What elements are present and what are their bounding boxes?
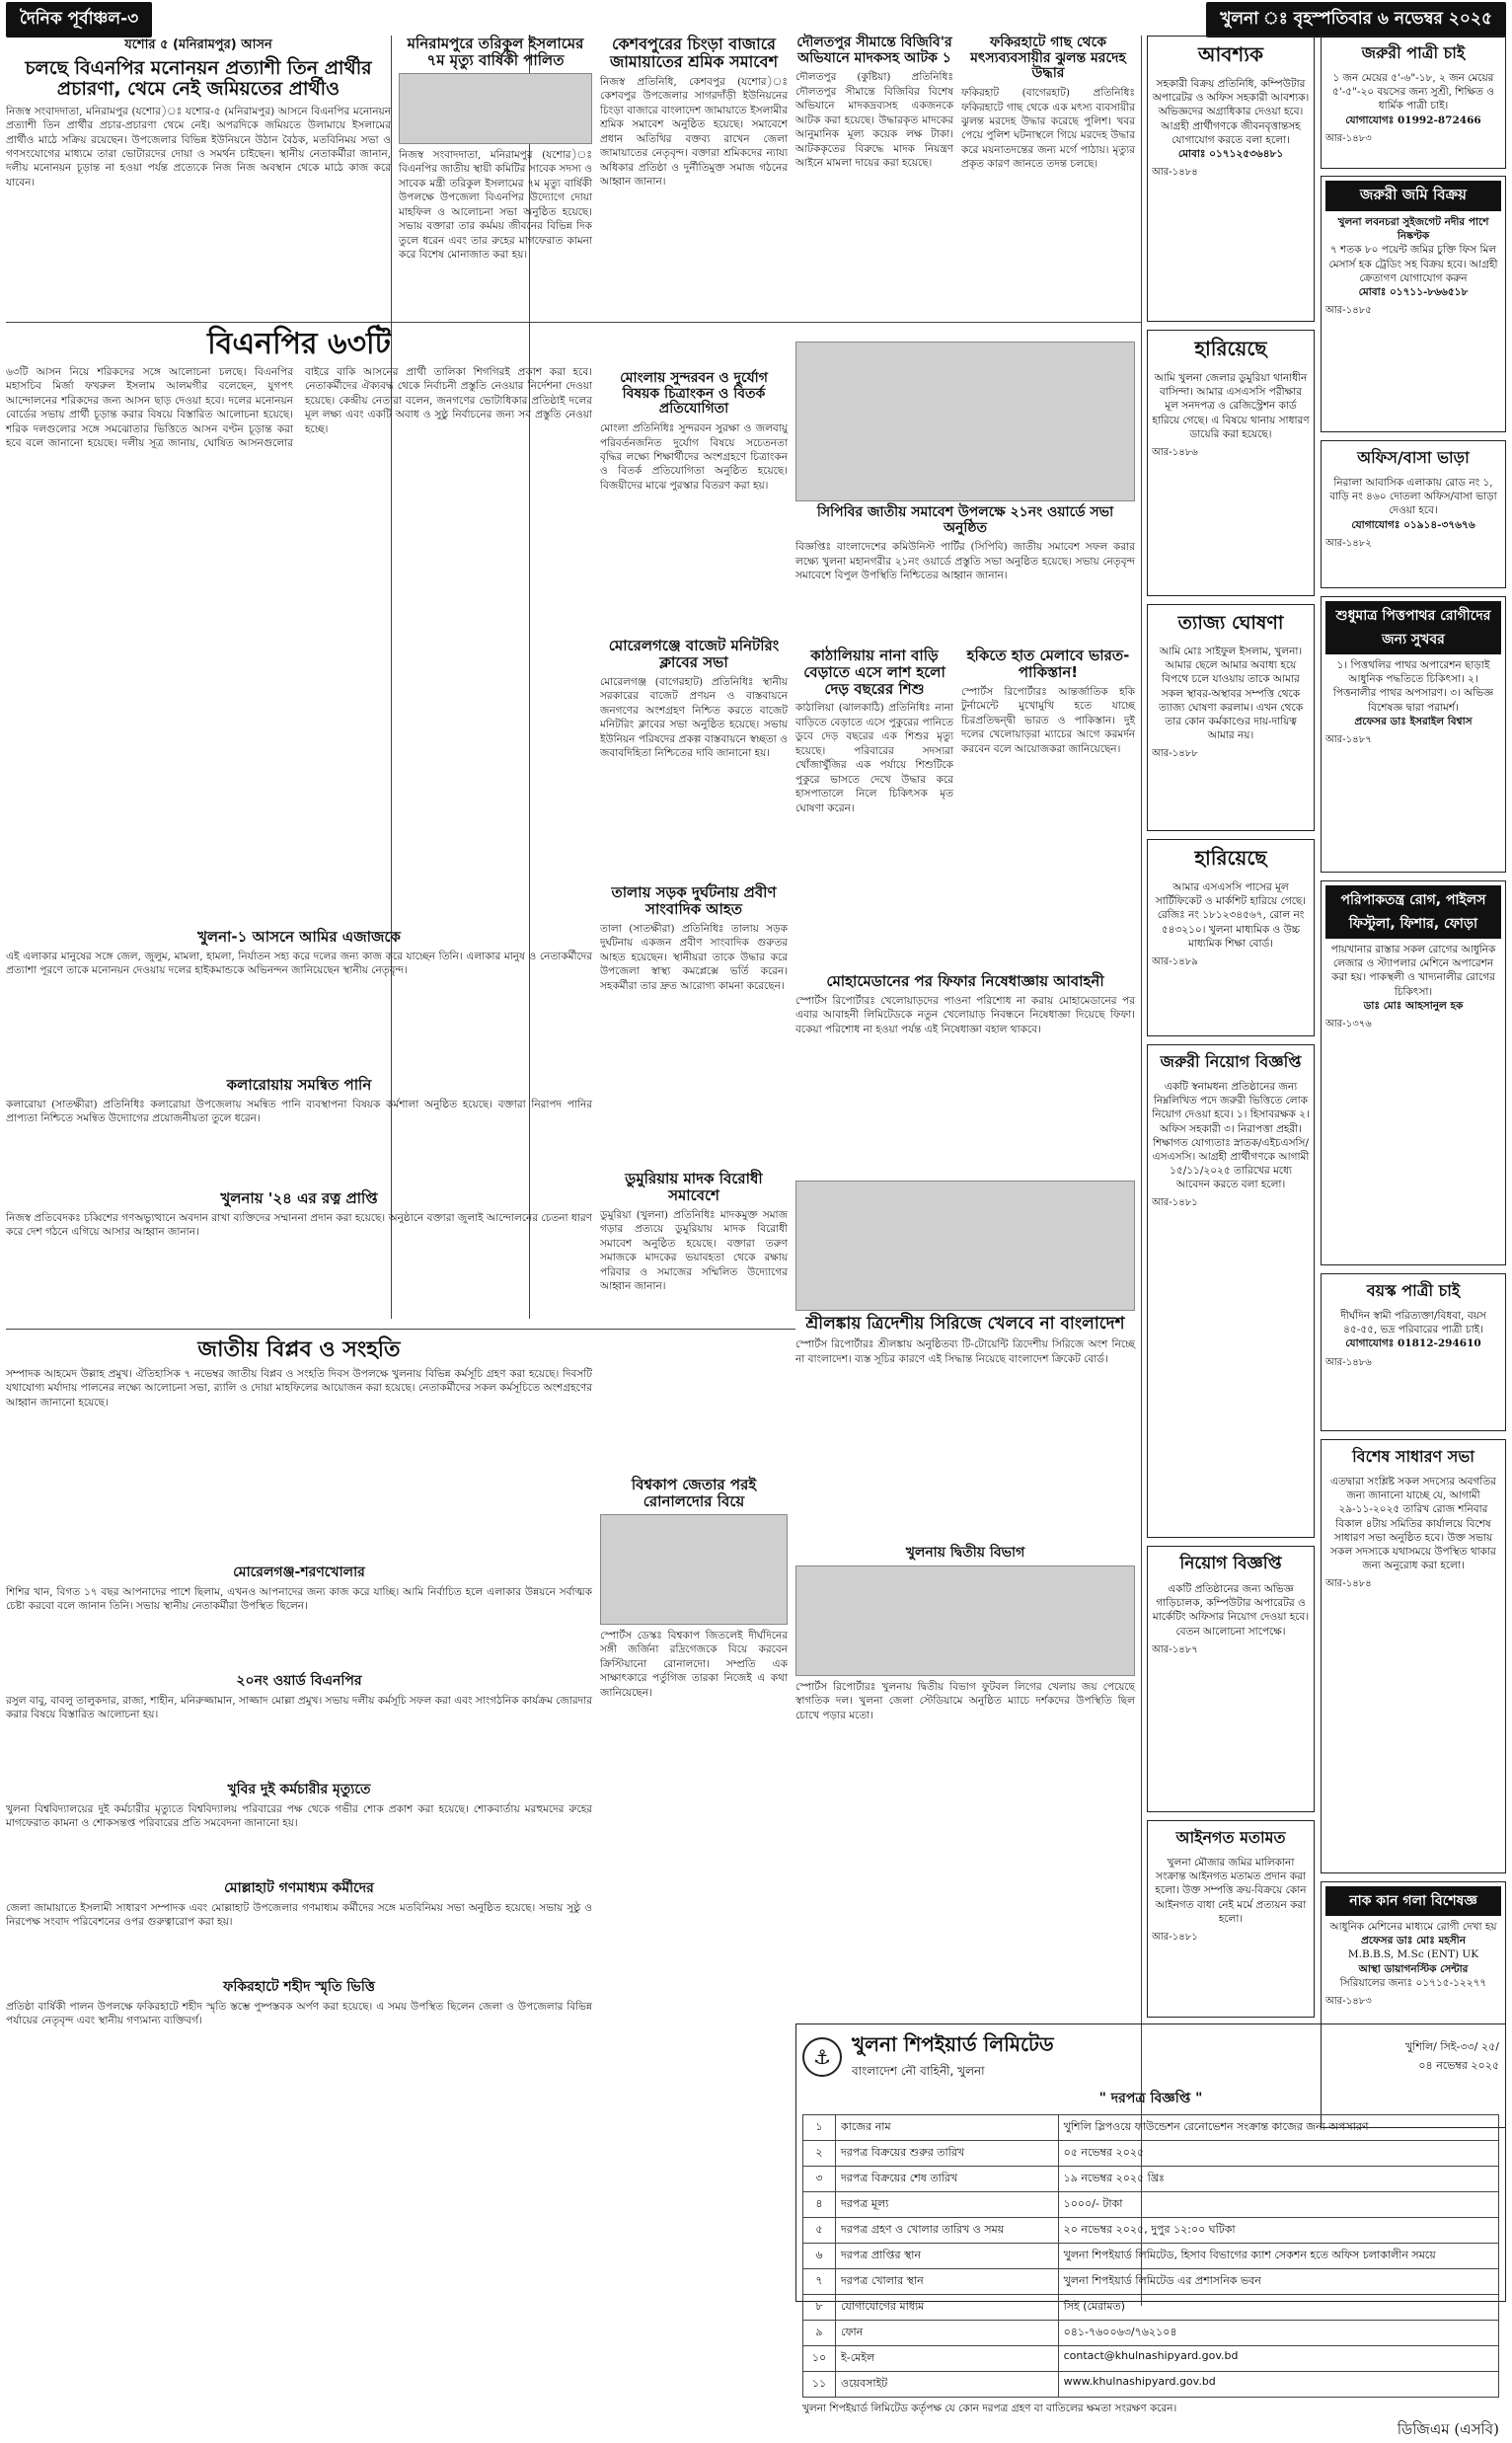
- tender-footnote: খুলনা শিপইয়ার্ড লিমিটেড কর্তৃপক্ষ যে কোন দরপত্র গ্রহণ বা বাতিলের ক্ষমতা সংরক্ষণ করেন।: [802, 2403, 1177, 2414]
- article-headline: বিএনপির ৬৩টি: [207, 327, 391, 361]
- ad-title: শুধুমাত্র পিত্তপাথর রোগীদের জন্য সুখবর: [1325, 601, 1501, 654]
- article-morrelganj: [600, 638, 788, 875]
- tender-cell-k: ফোন: [836, 2321, 1059, 2346]
- article-body: স্পোর্টস ডেস্কঃ বিশ্বকাপ জিতলেই দীর্ঘদিনের সঙ্গী জর্জিনা রদ্রিগেজকে বিয়ে করবেন ক্রিস্টিয়ানো রোনালদো। সম্প্রতি এক সাক্ষাৎকারে পর্তুগিজ তারকা নিজেই এ কথা জানিয়েছেন।: [600, 1629, 788, 1699]
- article-headline: জাতীয় বিপ্লব ও সংহতি: [197, 1337, 401, 1362]
- tender-cell-n: ১১: [803, 2372, 836, 2398]
- ad-pitto: [1321, 596, 1506, 873]
- ad-text: ১। পিত্তথলির পাথর অপারেশন ছাড়াই আধুনিক পদ্ধতিতে চিকিৎসা। ২। পিত্তনালীর পাথর অপসারণ। ৩। অভিজ্ঞ বিশেষজ্ঞ দ্বারা পরামর্শ।: [1332, 659, 1494, 714]
- ad-colorectal: [1321, 880, 1506, 1265]
- article-bnp63: [6, 328, 592, 920]
- article-headline: মনিরামপুরে তরিকুল ইসলামের ৭ম মৃত্যু বার্ষিকী পালিত: [407, 35, 584, 69]
- article-body: মোংলা প্রতিনিধিঃ সুন্দরবন সুরক্ষা ও জলবায়ু পরিবর্তনজনিত দুর্যোগ বিষয়ে সচেতনতা বৃদ্ধির লক্ষ্যে শিক্ষার্থীদের অংশগ্রহণে চিত্রাংকন ও বিতর্ক প্রতিযোগিতা অনুষ্ঠিত হয়েছে। বিজয়ীদের মাঝে পুরস্কার বিতরণ করা হয়।: [600, 422, 788, 492]
- ad-niyog-1: [1147, 1044, 1315, 1538]
- ad-text: ৭ শতক ৮০ পয়েন্ট জমির চুক্তি ফিস মিল মেসার্স হক ট্রেডিং সহ বিক্রয় হবে। আগ্রহী ক্রেতাগণ যোগাযোগ করুন: [1328, 244, 1498, 284]
- article-biplob: [6, 1338, 592, 1556]
- tender-row: [803, 2192, 1499, 2218]
- tender-cell-v: ০৪১-৭৬০০৬৩/৭৬২১০৪: [1058, 2321, 1498, 2346]
- ad-text: ১ জন মেয়ের ৫'-৬"-১৮, ২ জন মেয়ের ৫'-৫"-২০ বয়সের জন্য সুশ্রী, শিক্ষিত ও ধার্মিক পাত্রী চাই।: [1332, 72, 1494, 113]
- ad-subtitle: খুলনা লবনচরা সুইজগেট নদীর পাশে নিষ্কণ্টক: [1337, 216, 1489, 243]
- ad-contact: যোগাযোগঃ 01812-294610: [1345, 1337, 1481, 1350]
- article-kicker: যশোর ৫ (মনিরামপুর) আসন: [124, 38, 272, 52]
- article-body: সম্পাদক আহমেদ উল্লাহ প্রমুখ। ঐতিহাসিক ৭ নভেম্বর জাতীয় বিপ্লব ও সংহতি দিবস উপলক্ষে খুলনায় বিভিন্ন কর্মসূচি গ্রহণ করা হয়েছে। দিবসটি যথাযোগ্য মর্যাদায় পালনের লক্ষ্যে আলোচনা সভা, র‌্যালি ও দোয়া মাহফিলের আয়োজন করা হয়েছে। নেতাকর্মীদের সকল কর্মসূচিতে অংশগ্রহণের আহ্বান জানানো হয়েছে।: [6, 1367, 592, 1409]
- tender-cell-v: খুলনা শিপইয়ার্ড লিমিটেড, হিসাব বিভাগের ক্যাশ সেকশন হতে অফিস চলাকালীন সময়ে: [1058, 2244, 1498, 2269]
- article-division2: [795, 1546, 1135, 1822]
- ad-title: আবশ্যক: [1197, 42, 1264, 66]
- tender-cell-k: যোগাযোগের মাধ্যম: [836, 2295, 1059, 2321]
- ad-title: হারিয়েছে: [1194, 846, 1267, 870]
- ad-text: সহকারী বিক্রয় প্রতিনিধি, কম্পিউটার অপারেটর ও অফিস সহকারী আবশ্যক। অভিজ্ঞদের অগ্রাধিকার দেওয়া হবে। আগ্রহী প্রার্থীগণকে জীবনবৃত্তান্তসহ যোগাযোগ করতে বলা হলো।: [1152, 78, 1310, 146]
- article-headline: মোল্লাহাট গণমাধ্যম কর্মীদের: [224, 1880, 374, 1896]
- article-mollahat: [6, 1881, 592, 1970]
- tender-row: [803, 2141, 1499, 2167]
- tender-cell-k: দরপত্র মূল্য: [836, 2192, 1059, 2218]
- page-header: [6, 6, 1506, 34]
- article-hockey: [961, 648, 1135, 904]
- tender-row: [803, 2346, 1499, 2372]
- ad-degree: M.B.B.S, M.Sc (ENT) UK: [1347, 1948, 1479, 1961]
- ad-patri2: [1321, 1273, 1506, 1431]
- ad-code: আর-১৪৮৪: [1325, 1578, 1372, 1590]
- article-headline: শ্রীলঙ্কায় ত্রিদেশীয় সিরিজে খেলবে না বাংলাদেশ: [805, 1314, 1125, 1334]
- tender-cell-n: ৮: [803, 2295, 836, 2321]
- article-headline: কলারোয়ায় সমন্বিত পানি: [226, 1076, 372, 1094]
- article-photo: [600, 1514, 788, 1625]
- article-headline: মোরেলগঞ্জ-শরণখোলার: [233, 1565, 365, 1580]
- article-body: প্রতিষ্ঠা বার্ষিকী পালন উপলক্ষে ফকিরহাটে শহীদ স্মৃতি স্তম্ভে পুষ্পস্তবক অর্পণ করা হয়েছে। এ সময় উপস্থিত ছিলেন জেলা ও উপজেলার বিভিন্ন পর্যায়ের নেতৃবৃন্দ এবং স্থানীয় গণ্যমান্য ব্যক্তিবর্গ।: [6, 2000, 592, 2027]
- tender-cell-n: ৪: [803, 2192, 836, 2218]
- article-ward20: [6, 1674, 592, 1773]
- article-headline: খুবির দুই কর্মচারীর মৃত্যুতে: [227, 1782, 371, 1797]
- article-headline: ২০নং ওয়ার্ড বিএনপির: [236, 1673, 362, 1689]
- ad-code: আর-১৪৮১: [1152, 1931, 1198, 1943]
- newspaper-page: [6, 35, 1506, 2438]
- tender-table: [802, 2114, 1499, 2398]
- ad-subtitle: আধুনিক মেশিনের মাধ্যমে রোগী দেখা হয়: [1329, 1921, 1497, 1933]
- tender-cell-k: ওয়েবসাইট: [836, 2372, 1059, 2398]
- tender-cell-k: কাজের নাম: [836, 2115, 1059, 2141]
- article-mohammedan: [795, 973, 1135, 1171]
- ad-doctor: প্রফেসর ডাঃ ইসরাইল বিশ্বাস: [1354, 715, 1473, 727]
- ad-text: আমি মোঃ সাইফুল ইসলাম, খুলনা। আমার ছেলে আমার অবাধ্য হয়ে বিপথে চলে যাওয়ায় তাকে আমার সকল স্থাবর-অস্থাবর সম্পত্তি থেকে ত্যাজ্য ঘোষণা করলাম। এখন থেকে তার কোন কর্মকাণ্ডের দায়-দায়িত্ব আমার নয়।: [1158, 646, 1304, 742]
- article-body: এই এলাকার মানুষের সঙ্গে জেল, জুলুম, মামলা, হামলা, নির্যাতন সহ্য করে দলের জন্য কাজ করে যাচ্ছেন তিনি। এলাকার মানুষ ও নেতাকর্মীদের প্রত্যাশা পূরণে তাকে মনোনয়ন দেওয়ায় দলের হাইকমান্ডকে অভিনন্দন জানিয়েছেন স্থানীয় নেতৃবৃন্দ।: [6, 950, 592, 977]
- ad-aboshyok: [1147, 36, 1315, 322]
- ad-title: হারিয়েছে: [1194, 337, 1267, 360]
- ad-contact: মোবাঃ ০১৭১১-৮৬৬৫১৮: [1358, 285, 1469, 298]
- tender-cell-k: দরপত্র প্রাপ্তির স্থান: [836, 2244, 1059, 2269]
- tender-cell-n: ৯: [803, 2321, 836, 2346]
- article-body: স্পোর্টস রিপোর্টারঃ খুলনায় দ্বিতীয় বিভাগ ফুটবল লিগের খেলায় জয় পেয়েছে স্বাগতিক দল। খুলনা জেলা স্টেডিয়ামে অনুষ্ঠিত ম্যাচে দর্শকদের উপস্থিতি ছিল চোখে পড়ার মতো।: [795, 1680, 1135, 1721]
- tender-cell-v: ১০০০/- টাকা: [1058, 2192, 1498, 2218]
- article-body: কাঠালিয়া (ঝালকাঠি) প্রতিনিধিঃ নানা বাড়িতে বেড়াতে এসে পুকুরের পানিতে ডুবে দেড় বছরের এক শিশুর মৃত্যু হয়েছে। পরিবারের সদস্যরা খোঁজাখুঁজির এক পর্যায়ে শিশুটিকে পুকুরে ভাসতে দেখে উদ্ধার করে হাসপাতালে নিলে চিকিৎসক মৃত ঘোষণা করেন।: [795, 702, 953, 814]
- article-photo: [399, 73, 592, 144]
- article-body: স্পোর্টস রিপোর্টারঃ খেলোয়াড়দের পাওনা পরিশোধ না করায় মোহামেডানের পর এবার আবাহনী লিমিটেডকে নতুন খেলোয়াড় নিবন্ধনে নিষেধাজ্ঞা দিয়েছে ফিফা। বকেয়া পরিশোধ না হওয়া পর্যন্ত এই নিষেধাজ্ঞা বহাল থাকবে।: [795, 994, 1135, 1035]
- article-headline: মোরেলগঞ্জে বাজেট মনিটরিং ক্লাবের সভা: [608, 637, 780, 671]
- ad-title: জরুরী পাত্রী চাই: [1361, 43, 1466, 62]
- tender-cell-v: contact@khulnashipyard.gov.bd: [1058, 2346, 1498, 2372]
- article-monirampur: [399, 36, 592, 317]
- tender-cell-n: ৬: [803, 2244, 836, 2269]
- ad-title: জরুরী জমি বিক্রয়: [1325, 181, 1501, 211]
- ad-code: আর-১৪৮৮: [1152, 748, 1198, 760]
- tender-cell-v: ১৯ নভেম্বর ২০২৫ খ্রিঃ: [1058, 2167, 1498, 2192]
- article-headline: মোহামেডানের পর ফিফার নিষেধাজ্ঞায় আবাহনী: [826, 972, 1104, 990]
- tender-row: [803, 2295, 1499, 2321]
- ad-title: নাক কান গলা বিশেষজ্ঞ: [1325, 1886, 1501, 1916]
- tender-ref: খুশিলি/ সিই-৩৩/ ২৫/: [1404, 2039, 1499, 2053]
- tender-cell-v: সিই (মেরামত): [1058, 2295, 1498, 2321]
- ad-patri1: [1321, 36, 1506, 169]
- article-body: ডুমুরিয়া (খুলনা) প্রতিনিধিঃ মাদকমুক্ত সমাজ গড়ার প্রত্যয়ে ডুমুরিয়ায় মাদক বিরোধী সমাবেশ অনুষ্ঠিত হয়েছে। বক্তারা তরুণ সমাজকে মাদকের ভয়াবহতা থেকে রক্ষায় পরিবার ও সমাজের সম্মিলিত উদ্যোগের আহ্বান জানান।: [600, 1208, 788, 1293]
- ad-code: আর-১৪৮৩: [1325, 132, 1372, 144]
- article-mongla: [600, 371, 788, 628]
- tender-cell-n: ১: [803, 2115, 836, 2141]
- article-body: দৌলতপুর (কুষ্টিয়া) প্রতিনিধিঃ দৌলতপুর সীমান্তে বিজিবির বিশেষ অভিযানে মাদকদ্রব্যসহ একজনকে আটক করা হয়েছে। উদ্ধারকৃত মাদকের আনুমানিক মূল্য কয়েক লক্ষ টাকা। আটককৃতের বিরুদ্ধে মাদক নিয়ন্ত্রণ আইনে মামলা দায়ের করা হয়েছে।: [795, 71, 953, 170]
- ad-code: আর-১৪৮৯: [1152, 955, 1198, 967]
- tender-cell-n: ১০: [803, 2346, 836, 2372]
- article-body: মোরেলগঞ্জ (বাগেরহাট) প্রতিনিধিঃ স্থানীয় সরকারের বাজেট প্রণয়ন ও বাস্তবায়নে জনগণের অংশগ্রহণ নিশ্চিত করতে বাজেট মনিটরিং ক্লাবের সভা অনুষ্ঠিত হয়েছে। সভায় ইউনিয়ন পরিষদের প্রকল্প বাস্তবায়নে স্বচ্ছতা ও জবাবদিহিতা নিশ্চিতের দাবি জানানো হয়।: [600, 675, 788, 760]
- tender-cell-n: ৭: [803, 2269, 836, 2295]
- ad-hariyeche-2: [1147, 839, 1315, 1036]
- article-headline: খুলনায় '২৪ এর রত্ন প্রাপ্তি: [220, 1189, 378, 1207]
- tender-cell-v: www.khulnashipyard.gov.bd: [1058, 2372, 1498, 2398]
- tender-cell-v: ০৫ নভেম্বর ২০২৫: [1058, 2141, 1498, 2167]
- tender-cell-k: দরপত্র খোলার স্থান: [836, 2269, 1059, 2295]
- article-headline: বিশ্বকাপ জেতার পরই রোনালদোর বিয়ে: [631, 1476, 757, 1510]
- ad-code: আর-১৪৮৬: [1152, 446, 1198, 458]
- article-khubi: [6, 1783, 592, 1871]
- tender-cell-n: ৩: [803, 2167, 836, 2192]
- tender-cell-v: খুশিলি স্লিপওয়ে ফাউন্ডেশন রেনোভেশন সংক্রান্ত কাজের জন্য অপসারণ: [1058, 2115, 1498, 2141]
- ad-text: একটি স্বনামধন্য প্রতিষ্ঠানের জন্য নিম্নলিখিত পদে জরুরী ভিত্তিতে লোক নিয়োগ দেওয়া হবে। ১। হিসাবরক্ষক ২। অফিস সহকারী ৩। নিরাপত্তা প্রহরী। শিক্ষাগত যোগ্যতাঃ স্নাতক/এইচএসসি/এসএসসি। আগ্রহী প্রার্থীগণকে আগামী ১৫/১১/২০২৫ তারিখের মধ্যে আবেদন করতে বলা হলো।: [1152, 1081, 1310, 1191]
- ad-code: আর-১৪৮৬: [1325, 1356, 1372, 1368]
- ad-text: খুলনা মৌজার জমির মালিকানা সংক্রান্ত আইনগত মতামত প্রদান করা হলো। উক্ত সম্পত্তি ক্রয়-বিক্রয়ে কোন আইনগত বাধা নেই মর্মে প্রত্যয়ন করা হলো।: [1155, 1857, 1307, 1925]
- tender-row: [803, 2167, 1499, 2192]
- tender-org: খুলনা শিপইয়ার্ড লিমিটেড: [852, 2032, 1054, 2056]
- tender-date: ০৪ নভেম্বর ২০২৫: [1418, 2058, 1499, 2072]
- ad-code: আর-১৪৮৫: [1325, 305, 1372, 317]
- ad-land: [1321, 176, 1506, 432]
- tender-row: [803, 2269, 1499, 2295]
- ad-text: দীর্ঘদিন স্বামী পরিত্যক্তা/বিধবা, বয়স ৪৫-৫৫, ভদ্র পরিবারের পাত্রী চাই।: [1340, 1310, 1486, 1336]
- article-body: খুলনা বিশ্ববিদ্যালয়ের দুই কর্মচারীর মৃত্যুতে বিশ্ববিদ্যালয় পরিবারের পক্ষ থেকে গভীর শোক প্রকাশ করা হয়েছে। শোকবার্তায় মরহুমদের রুহের মাগফেরাত কামনা ও শোকসন্তপ্ত পরিবারের প্রতি সমবেদনা জানানো হয়।: [6, 1802, 592, 1830]
- tender-cell-k: দরপত্র গ্রহণ ও খোলার তারিখ ও সময়: [836, 2218, 1059, 2244]
- ad-text: আমি খুলনা জেলার ডুমুরিয়া থানাধীন বাসিন্দা। আমার এসএসসি পরীক্ষার মূল সনদপত্র ও রেজিস্ট্রেশন কার্ড হারিয়ে গেছে। এ বিষয়ে থানায় সাধারণ ডায়েরি করা হয়েছে।: [1152, 372, 1310, 440]
- article-keshabpur: [600, 36, 788, 361]
- tender-row: [803, 2115, 1499, 2141]
- ad-text: এতদ্বারা সংশ্লিষ্ট সকল সদস্যের অবগতির জন্য জানানো যাচ্ছে যে, আগামী ২৯-১১-২০২৫ তারিখ রোজ শনিবার বিকাল ৪টায় সমিতির কার্যালয়ে বিশেষ সাধারণ সভা অনুষ্ঠিত হবে। উক্ত সভায় সকল সদস্যকে যথাসময়ে উপস্থিত থাকার জন্য অনুরোধ করা হলো।: [1330, 1476, 1496, 1572]
- article-body: স্পোর্টস রিপোর্টারঃ শ্রীলঙ্কায় অনুষ্ঠিতব্য টি-টোয়েন্টি ত্রিদেশীয় সিরিজে অংশ নিচ্ছে না বাংলাদেশ। ব্যস্ত সূচির কারণে এই সিদ্ধান্ত নিয়েছে বাংলাদেশ ক্রিকেট বোর্ড।: [795, 1338, 1135, 1365]
- article-tala: [600, 884, 788, 1161]
- ad-text: নিরালা আবাসিক এলাকায় রোড নং ১, বাড়ি নং ৪৬০ দোতলা অফিস/বাসা ভাড়া দেওয়া হবে।: [1329, 477, 1497, 517]
- ad-code: আর-১৩৭৬: [1325, 1018, 1372, 1030]
- ad-doctor: ডাঃ মোঃ আহসানুল হক: [1363, 999, 1464, 1012]
- article-body: নিজস্ব সংবাদদাতা, মনিরামপুর (যশোর)ঃ যশোর-৫ (মনিরামপুর) আসনে বিএনপির মনোনয়ন প্রত্যাশী তিন প্রার্থীর প্রচার-প্রচারণা থেমে নেই। অপরদিকে জমিয়তে উলামায়ে ইসলামের প্রার্থীও মাঠে সক্রিয় রয়েছেন। উপজেলার বিভিন্ন ইউনিয়নে উঠান বৈঠক, মতবিনিময় সভা ও গণসংযোগের মাধ্যমে তারা ভোটারদের দোয়া ও সমর্থন চাইছেন। স্থানীয় নেতাকর্মীরা জানান, দলীয় মনোনয়ন চূড়ান্ত না হওয়া পর্যন্ত প্রত্যেকে নিজ নিজ অবস্থান থেকে মাঠে কাজ করে যাবেন।: [6, 105, 391, 189]
- ad-title: অফিস/বাসা ভাড়া: [1357, 448, 1470, 467]
- ad-center: আস্থা ডায়াগনস্টিক সেন্টার: [1358, 1962, 1469, 1975]
- ad-title: নিয়োগ বিজ্ঞপ্তি: [1179, 1554, 1282, 1573]
- article-headline: চলছে বিএনপির মনোনয়ন প্রত্যাশী তিন প্রার্থীর প্রচারণা, থেমে নেই জমিয়তের প্রার্থীও: [25, 57, 372, 101]
- ad-title: ত্যাজ্য ঘোষণা: [1177, 612, 1284, 634]
- article-jessore: [6, 36, 391, 317]
- article-body: জেলা জামায়াতে ইসলামী সাধারণ সম্পাদক এবং মোল্লাহাট উপজেলার গণমাধ্যম কর্মীদের সঙ্গে মতবিনিময় সভা অনুষ্ঠিত হয়েছে। সভায় সুষ্ঠু ও নিরপেক্ষ সংবাদ পরিবেশনের ওপর গুরুত্বারোপ করা হয়।: [6, 1901, 592, 1929]
- article-body: নিজস্ব প্রতিনিধি, কেশবপুর (যশোর)ঃ কেশবপুর উপজেলার সাগরদাঁড়ী ইউনিয়নের চিংড়া বাজারে বাংলাদেশ জামায়াতে ইসলামীর শ্রমিক সমাবেশ অনুষ্ঠিত হয়েছে। সমাবেশে প্রধান অতিথির বক্তব্য রাখেন জেলা জামায়াতের নেতৃবৃন্দ। বক্তারা শ্রমিকদের ন্যায্য অধিকার প্রতিষ্ঠা ও দুর্নীতিমুক্ত সমাজ গঠনের আহ্বান জানান।: [600, 75, 788, 189]
- tender-cell-n: ৫: [803, 2218, 836, 2244]
- ad-contact: সিরিয়ালের জন্যঃ ০১৭১৫-১২২৭৭: [1339, 1976, 1487, 1989]
- article-fakirhat-monument: [6, 1980, 592, 2099]
- tender-row: [803, 2244, 1499, 2269]
- anchor-icon: ⚓: [802, 2037, 842, 2077]
- article-headline: মোংলায় সুন্দরবন ও দুর্যোগ বিষয়ক চিত্রাংকন ও বিতর্ক প্রতিযোগিতা: [620, 370, 768, 418]
- ad-title: বিশেষ সাধারণ সভা: [1352, 1447, 1474, 1466]
- article-headline: ফকিরহাটে গাছ থেকে মৎস্যব্যবসায়ীর ঝুলন্ত মরদেহ উদ্ধার: [970, 35, 1126, 82]
- article-headline: তালায় সড়ক দুর্ঘটনায় প্রবীণ সাংবাদিক আহত: [611, 883, 777, 918]
- ad-text: আমার এসএসসি পাসের মূল সার্টিফিকেট ও মার্কশিট হারিয়ে গেছে। রেজিঃ নং ১৮১২৩৪৫৬৭, রোল নং ৫৪৩২১০। খুলনা মাধ্যমিক ও উচ্চ মাধ্যমিক শিক্ষা বোর্ড।: [1155, 881, 1307, 950]
- ad-code: আর-১৪৮৭: [1152, 1643, 1198, 1655]
- ad-ain: [1147, 1820, 1315, 2018]
- article-headline: ডুমুরিয়ায় মাদক বিরোধী সমাবেশে: [625, 1170, 763, 1204]
- tender-row: [803, 2372, 1499, 2398]
- article-sharankhola: [6, 1565, 592, 1664]
- article-headline: কাঠালিয়ায় নানা বাড়ি বেড়াতে এসে লাশ হলো দেড় বছরের শিশু: [803, 647, 945, 698]
- ad-title: পরিপাকতন্ত্র রোগ, পাইলস ফিস্টুলা, ফিশার, ফোড়া: [1325, 885, 1501, 939]
- article-body: নিজস্ব সংবাদদাতা, মনিরামপুর (যশোর)ঃ বিএনপির জাতীয় স্থায়ী কমিটির সাবেক সদস্য ও সাবেক মন্ত্রী তরিকুল ইসলামের ৭ম মৃত্যু বার্ষিকী উপলক্ষে উপজেলা বিএনপির উদ্যোগে দোয়া মাহফিল ও আলোচনা সভা অনুষ্ঠিত হয়েছে। সভায় বক্তারা তার কর্মময় জীবনের বিভিন্ন দিক তুলে ধরেন এবং তার রুহের মাগফেরাত কামনা করে বিশেষ মোনাজাত করা হয়।: [399, 148, 592, 261]
- ad-title: বয়স্ক পাত্রী চাই: [1366, 1281, 1461, 1300]
- dateline: খুলনা ঃ বৃহস্পতিবার ৬ নভেম্বর ২০২৫: [1206, 2, 1506, 38]
- tender-cell-k: দরপত্র বিক্রয়ের শুরুর তারিখ: [836, 2141, 1059, 2167]
- ad-text: পায়খানার রাস্তার সকল রোগের আধুনিক লেজার ও স্ট্যাপলার মেশিনে অপারেশন করা হয়। পাকস্থলী ও খাদ্যনালীর রোগের চিকিৎসা।: [1330, 944, 1496, 998]
- ad-text: একটি প্রতিষ্ঠানের জন্য অভিজ্ঞ গাড়িচালক, কম্পিউটার অপারেটর ও মার্কেটিং অফিসার নিয়োগ দেওয়া হবে। বেতন আলোচনা সাপেক্ষে।: [1152, 1583, 1310, 1638]
- ad-contact: যোগাযোগঃ 01992-872466: [1345, 114, 1481, 126]
- tender-row: [803, 2218, 1499, 2244]
- article-body: কলারোয়া (সাতক্ষীরা) প্রতিনিধিঃ কলারোয়া উপজেলায় সমন্বিত পানি ব্যবস্থাপনা বিষয়ক কর্মশালা অনুষ্ঠিত হয়েছে। বক্তারা নিরাপদ পানির প্রাপ্যতা নিশ্চিতে সমন্বিত উদ্যোগের প্রয়োজনীয়তা তুলে ধরেন।: [6, 1098, 592, 1125]
- article-kalaroa: [6, 1077, 592, 1185]
- article-body: স্পোর্টস রিপোর্টারঃ আন্তর্জাতিক হকি টুর্নামেন্টে মুখোমুখি হতে যাচ্ছে চিরপ্রতিদ্বন্দ্বী ভারত ও পাকিস্তান। দুই দলের খেলোয়াড়রা ম্যাচের আগে করমর্দন করবেন বলে আয়োজকরা জানিয়েছেন।: [961, 685, 1135, 755]
- article-body: নিজস্ব প্রতিবেদকঃ চব্বিশের গণঅভ্যুত্থানে অবদান রাখা ব্যক্তিদের সম্মাননা প্রদান করা হয়েছে। অনুষ্ঠানে বক্তারা জুলাই আন্দোলনের চেতনা ধারণ করে দেশ গঠনে এগিয়ে আসার আহ্বান জানান।: [6, 1211, 592, 1239]
- ad-niyog-2: [1147, 1546, 1315, 1812]
- article-body: ফকিরহাট (বাগেরহাট) প্রতিনিধিঃ ফকিরহাটে গাছ থেকে এক মৎস্য ব্যবসায়ীর ঝুলন্ত মরদেহ উদ্ধার করেছে পুলিশ। খবর পেয়ে পুলিশ ঘটনাস্থলে গিয়ে মরদেহ উদ্ধার করে ময়নাতদন্তের জন্য মর্গে পাঠায়। মৃত্যুর প্রকৃত কারণ জানতে তদন্ত চলছে।: [961, 87, 1135, 171]
- ad-doctor: প্রফেসর ডাঃ মোঃ মহসীন: [1360, 1935, 1467, 1947]
- ad-code: আর-১৪৮৪: [1152, 167, 1198, 179]
- article-headline: দৌলতপুর সীমান্তে বিজিবি'র অভিযানে মাদকসহ আটক ১: [796, 35, 952, 66]
- article-fakirhat: [961, 36, 1135, 332]
- ad-hariyeche-1: [1147, 330, 1315, 596]
- article-photo: [795, 1181, 1135, 1311]
- article-body: শিশির খান, বিগত ১৭ বছর আপনাদের পাশে ছিলাম, এখনও আপনাদের জন্য কাজ করে যাচ্ছি। আমি নির্বাচিত হলে এলাকার উন্নয়নে সর্বাত্মক চেষ্টা করবো বলে জানান তিনি। সভায় স্থানীয় নেতাকর্মীরা উপস্থিত ছিলেন।: [6, 1585, 592, 1613]
- article-headline: খুলনায় দ্বিতীয় বিভাগ: [905, 1545, 1025, 1561]
- article-photo: [795, 1565, 1135, 1676]
- article-headline: ফকিরহাটে শহীদ স্মৃতি ভিত্তি: [223, 1979, 375, 1995]
- ad-title: আইনগত মতামত: [1175, 1828, 1286, 1847]
- tender-cell-n: ২: [803, 2141, 836, 2167]
- article-photo: [795, 342, 1135, 501]
- article-headline: কেশবপুরের চিংড়া বাজারে জামায়াতের শ্রমিক সমাবেশ: [609, 35, 779, 71]
- article-headline: সিপিবির জাতীয় সমাবেশ উপলক্ষে ২১নং ওয়ার্ডে সভা অনুষ্ঠিত: [816, 504, 1114, 536]
- article-body: বিজ্ঞপ্তিঃ বাংলাদেশের কমিউনিস্ট পার্টির (সিপিবি) জাতীয় সমাবেশ সফল করার লক্ষ্যে খুলনা মহানগরীর ২১নং ওয়ার্ডে প্রস্তুতি সভা অনুষ্ঠিত হয়েছে। সভায় নেতৃবৃন্দ সমাবেশে বিপুল উপস্থিতি নিশ্চিতের আহ্বান জানান।: [795, 541, 1135, 582]
- tender-cell-v: ২০ নভেম্বর ২০২৫, দুপুর ১২:০০ ঘটিকা: [1058, 2218, 1498, 2244]
- ad-contact: মোবাঃ ০১৭১২৫৩৬৪৮১: [1177, 147, 1284, 160]
- article-kathaliya: [795, 648, 953, 963]
- ad-tyajya: [1147, 604, 1315, 831]
- ad-code: আর-১৪৮১: [1152, 1197, 1198, 1209]
- ad-sabha: [1321, 1439, 1506, 1873]
- article-daulatpur: [795, 36, 953, 332]
- article-srilanka: [795, 1181, 1135, 1536]
- tender-title: " দরপত্র বিজ্ঞপ্তি ": [1098, 2091, 1203, 2106]
- article-body: ৬৩টি আসন নিয়ে শরিকদের সঙ্গে আলোচনা চলছে। বিএনপির মহাসচিব মির্জা ফখরুল ইসলাম আলমগীর বলেছেন, যুগপৎ আন্দোলনের শরিকদের জন্য আসন ছাড় দেওয়া হবে। দলের মনোনয়ন বোর্ডের সভায় প্রার্থী চূড়ান্ত করার বিষয়ে বিস্তারিত আলোচনা হয়েছে। শরিক দলগুলোর সঙ্গে সমঝোতার ভিত্তিতে আসন বণ্টন চূড়ান্ত করা হবে বলে জানানো হয়েছে। দলীয় সূত্র জানায়, ঘোষিত আসনগুলোর বাইরে বাকি আসনের প্রার্থী তালিকা শিগগিরই প্রকাশ করা হবে। নেতাকর্মীদের ঐক্যবদ্ধ থেকে নির্বাচনী প্রস্তুতি নেওয়ার নির্দেশনা দেওয়া হয়েছে। কেন্দ্রীয় নেতারা বলেন, জনগণের ভোটাধিকার প্রতিষ্ঠাই দলের মূল লক্ষ্য এবং একটি অবাধ ও সুষ্ঠু নির্বাচনের জন্য সব প্রস্তুতি নেওয়া হচ্ছে।: [6, 365, 592, 450]
- ad-contact: যোগাযোগঃ ০১৯১৪-৩৭৬৭৬: [1351, 518, 1475, 531]
- masthead: দৈনিক পূর্বাঞ্চল-৩: [6, 2, 152, 38]
- tender-sub: বাংলাদেশ নৌ বাহিনী, খুলনা: [852, 2064, 985, 2078]
- tender-notice: [795, 2023, 1506, 2438]
- article-dumuria: [600, 1171, 788, 1467]
- article-body: তালা (সাতক্ষীরা) প্রতিনিধিঃ তালায় সড়ক দুর্ঘটনায় একজন প্রবীণ সাংবাদিক গুরুতর আহত হয়েছেন। স্থানীয়রা তাকে উদ্ধার করে উপজেলা স্বাস্থ্য কমপ্লেক্সে ভর্তি করেন। সহকর্মীরা তার দ্রুত আরোগ্য কামনা করেছেন।: [600, 922, 788, 992]
- ad-office: [1321, 440, 1506, 588]
- tender-cell-v: খুলনা শিপইয়ার্ড লিমিটেড এর প্রশাসনিক ভবন: [1058, 2269, 1498, 2295]
- ad-code: আর-১৪৮৭: [1325, 733, 1372, 745]
- tender-cell-k: দরপত্র বিক্রয়ের শেষ তারিখ: [836, 2167, 1059, 2192]
- article-khulna24: [6, 1190, 592, 1324]
- tender-cell-k: ই-মেইল: [836, 2346, 1059, 2372]
- article-body: রসুল বাবু, বাবলু তালুকদার, রাজা, শাহীন, মনিরুজ্জামান, সাজ্জাদ মোল্লা প্রমুখ। সভায় দলীয় কর্মসূচি সফল করা এবং সাংগঠনিক কার্যক্রম জোরদার করার বিষয়ে বিস্তারিত আলোচনা হয়।: [6, 1694, 592, 1721]
- article-wedding: [600, 1477, 788, 1802]
- ad-title: জরুরী নিয়োগ বিজ্ঞপ্তি: [1160, 1052, 1302, 1071]
- tender-signer: ডিজিএম (এসবি): [1397, 2420, 1499, 2438]
- ad-code: আর-১৪৮৩: [1325, 1995, 1372, 2007]
- tender-row: [803, 2321, 1499, 2346]
- article-sipibir: [795, 342, 1135, 638]
- article-headline: হকিতে হাত মেলাবে ভারত-পাকিস্তান!: [966, 647, 1130, 681]
- ad-code: আর-১৪৮২: [1325, 537, 1372, 549]
- article-headline: খুলনা-১ আসনে আমির এজাজকে: [197, 928, 401, 946]
- article-khulna1: [6, 929, 592, 1067]
